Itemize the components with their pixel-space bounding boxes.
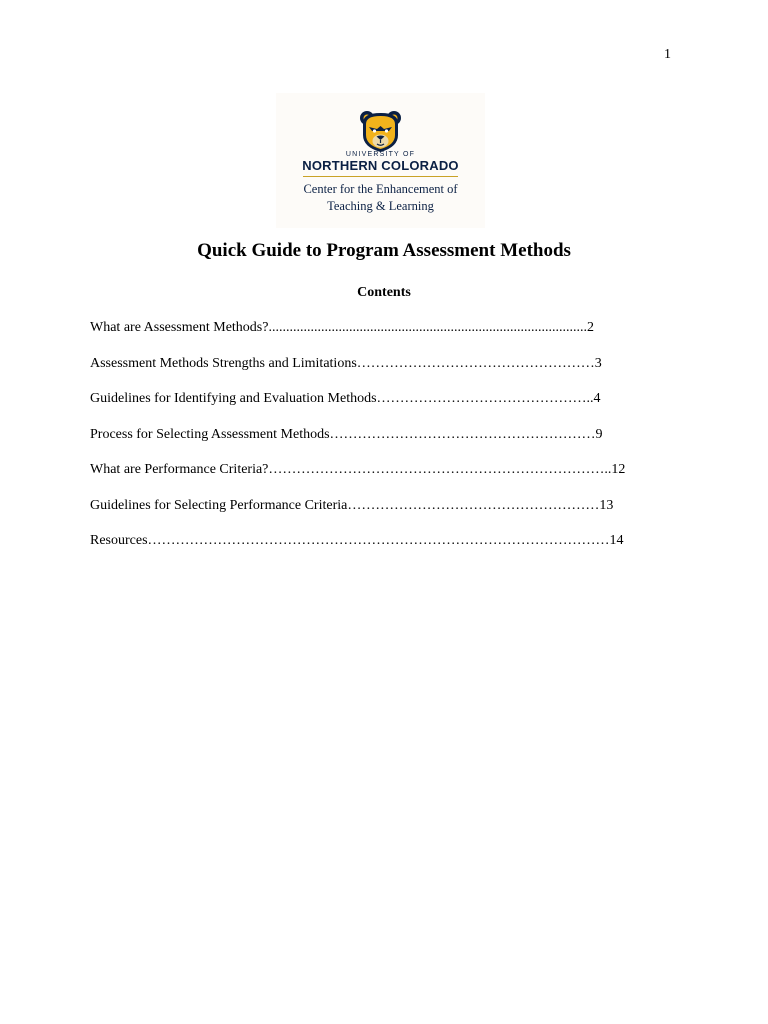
unc-cetl-logo xyxy=(276,93,485,228)
logo-university-line: UNIVERSITY OF xyxy=(345,151,416,158)
toc-entry[interactable]: What are Assessment Methods?...........................................................................................2 xyxy=(90,320,594,335)
toc-entry[interactable]: What are Performance Criteria?………………………………………………………………..12 xyxy=(90,462,626,477)
bear-mascot-icon xyxy=(358,109,403,154)
page-number: 1 xyxy=(664,47,671,62)
logo-center-line-2: Teaching & Learning xyxy=(327,199,434,213)
toc-entry[interactable]: Assessment Methods Strengths and Limitations……………………………………………3 xyxy=(90,355,602,371)
contents-heading: Contents xyxy=(357,285,411,300)
toc-entry[interactable]: Guidelines for Identifying and Evaluation Methods………………………………………..4 xyxy=(90,391,601,406)
table-of-contents xyxy=(90,319,690,568)
toc-entry[interactable]: Guidelines for Selecting Performance Criteria………………………………………………13 xyxy=(90,497,614,513)
toc-entry[interactable]: Resources………………………………………………………………………………………14 xyxy=(90,533,624,548)
document-title: Quick Guide to Program Assessment Methods xyxy=(197,240,571,261)
logo-center-line-1: Center for the Enhancement of xyxy=(303,182,458,196)
logo-university-name: NORTHERN COLORADO xyxy=(302,158,459,173)
logo-divider xyxy=(303,176,458,177)
toc-entry[interactable]: Process for Selecting Assessment Methods…………………………………………………9 xyxy=(90,426,603,442)
